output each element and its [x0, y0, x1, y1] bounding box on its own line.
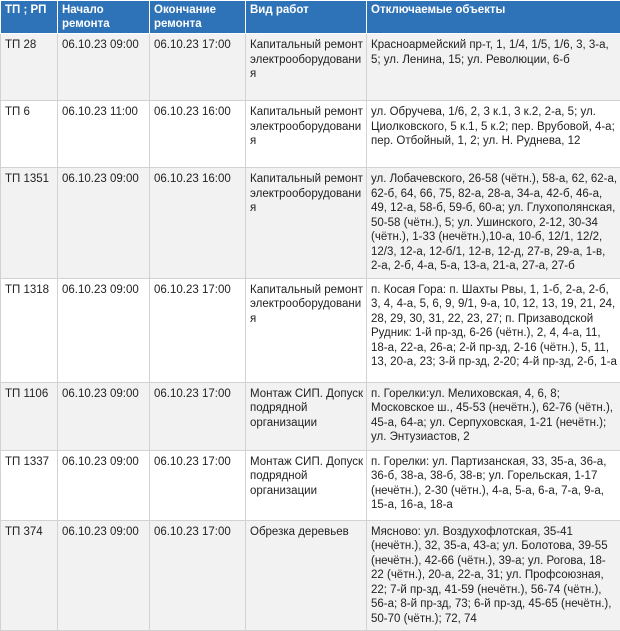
cell-tp: ТП 1337 — [1, 450, 58, 520]
cell-end: 06.10.23 17:00 — [150, 520, 246, 631]
cell-end: 06.10.23 17:00 — [150, 382, 246, 450]
table-row — [1, 101, 620, 168]
cell-tp: ТП 1106 — [1, 382, 58, 450]
cell-start: 06.10.23 11:00 — [58, 101, 150, 168]
cell-end: 06.10.23 17:00 — [150, 278, 246, 382]
cell-start: 06.10.23 09:00 — [58, 34, 150, 101]
cell-start: 06.10.23 09:00 — [58, 450, 150, 520]
cell-work: Обрезка деревьев — [246, 520, 367, 631]
cell-tp: ТП 28 — [1, 34, 58, 101]
header-objects: Отключаемые объекты — [367, 1, 620, 34]
cell-objects: п. Горелки:ул. Мелиховская, 4, 6, 8; Московское ш., 45-53 (нечётн.), 62-76 (чётн.), 45-а, 64-а; ул. Серпуховская, 1-21 (нечётн.); ул. Энтузиастов, 2 — [367, 382, 620, 450]
cell-work: Монтаж СИП. Допуск подрядной организации — [246, 450, 367, 520]
table-row — [1, 450, 620, 520]
cell-end: 06.10.23 16:00 — [150, 101, 246, 168]
cell-work: Капитальный ремонт электрооборудования — [246, 101, 367, 168]
cell-work: Капитальный ремонт электрооборудования — [246, 168, 367, 279]
cell-objects: ул. Обручева, 1/6, 2, 3 к.1, 3 к.2, 2-а, 5; ул. Циолковского, 5 к.1, 5 к.2; пер. Врубовой, 4-а; пер. Отбойный, 1, 2; ул. Н. Руднева, 12 — [367, 101, 620, 168]
header-start: Начало ремонта — [58, 1, 150, 34]
table-row — [1, 278, 620, 382]
cell-objects: ул. Лобачевского, 26-58 (чётн.), 58-а, 62, 62-а, 62-б, 64, 66, 75, 82-а, 28-а, 34-а, 42-б, 46-а, 49, 12-а, 58-б, 59-б, 60-а; ул. Глухополянская, 50-58 (чётн.), 5; ул. Ушинского, 2-12, 30-34 (чётн.), 1-33 (нечётн.),10-а, 10-б, 12/1, 12/2, 12/3, 12-а, 12-б/1, 12-в, 12-д, 27-в, 29-а, 1-в, 2-а, 2-б, 4-а, 5-а, 13-а, 21-а, 27-а, 27-б — [367, 168, 620, 279]
header-end: Окончание ремонта — [150, 1, 246, 34]
cell-start: 06.10.23 09:00 — [58, 278, 150, 382]
cell-work: Монтаж СИП. Допуск подрядной организации — [246, 382, 367, 450]
cell-tp: ТП 1351 — [1, 168, 58, 279]
table-row — [1, 168, 620, 279]
cell-objects: Красноармейский пр-т, 1, 1/4, 1/5, 1/6, 3, 3-а, 5; ул. Ленина, 15; ул. Революции, 6-б — [367, 34, 620, 101]
cell-objects: п. Косая Гора: п. Шахты Рвы, 1, 1-б, 2-а, 2-б, 3, 4, 4-а, 5, 6, 9, 9/1, 9-а, 10, 12, 13, 19, 21, 24, 28, 29, 30, 31, 22, 23, 27; п. Призаводской Рудник: 1-й пр-зд, 6-26 (чётн.), 2, 4, 4-а, 11, 18-а, 22-а, 26-а; 2-й пр-зд, 2-16 (чётн.), 5, 11, 13, 20-а, 23; 3-й пр-зд, 2-20; 4-й пр-зд, 2-б, 1-а — [367, 278, 620, 382]
cell-end: 06.10.23 17:00 — [150, 34, 246, 101]
cell-work: Капитальный ремонт электрооборудования — [246, 34, 367, 101]
cell-work: Капитальный ремонт электрооборудования — [246, 278, 367, 382]
table-row — [1, 34, 620, 101]
table-row — [1, 520, 620, 631]
cell-objects: п. Горелки: ул. Партизанская, 33, 35-а, 36-а, 36-б, 38-а, 38-б, 38-в; ул. Горельская, 1-17 (нечётн.), 2-30 (чётн.), 4-а, 5-а, 6-а, 7-а, 9-а, 15-а, 16-а, 18-а — [367, 450, 620, 520]
table-header-row — [1, 1, 620, 34]
cell-tp: ТП 6 — [1, 101, 58, 168]
table-row — [1, 382, 620, 450]
cell-objects: Мясново: ул. Воздухофлотская, 35-41 (нечётн.), 32, 35-а, 43-а; ул. Болотова, 39-55 (нечётн.), 42-66 (чётн.), 39-а; ул. Рогова, 18-22 (чётн.), 20-а, 22-а, 31; ул. Профсоюзная, 22; 7-й пр-зд, 41-59 (нечётн.), 56-74 (чётн.), 56-а; 8-й пр-зд, 73; 6-й пр-зд, 45-65 (нечётн.), 50-70 (чётн.); 72, 74 — [367, 520, 620, 631]
cell-start: 06.10.23 09:00 — [58, 382, 150, 450]
cell-end: 06.10.23 17:00 — [150, 450, 246, 520]
cell-start: 06.10.23 09:00 — [58, 168, 150, 279]
cell-start: 06.10.23 09:00 — [58, 520, 150, 631]
cell-tp: ТП 374 — [1, 520, 58, 631]
header-work: Вид работ — [246, 1, 367, 34]
header-tp: ТП ; РП — [1, 1, 58, 34]
cell-end: 06.10.23 16:00 — [150, 168, 246, 279]
cell-tp: ТП 1318 — [1, 278, 58, 382]
